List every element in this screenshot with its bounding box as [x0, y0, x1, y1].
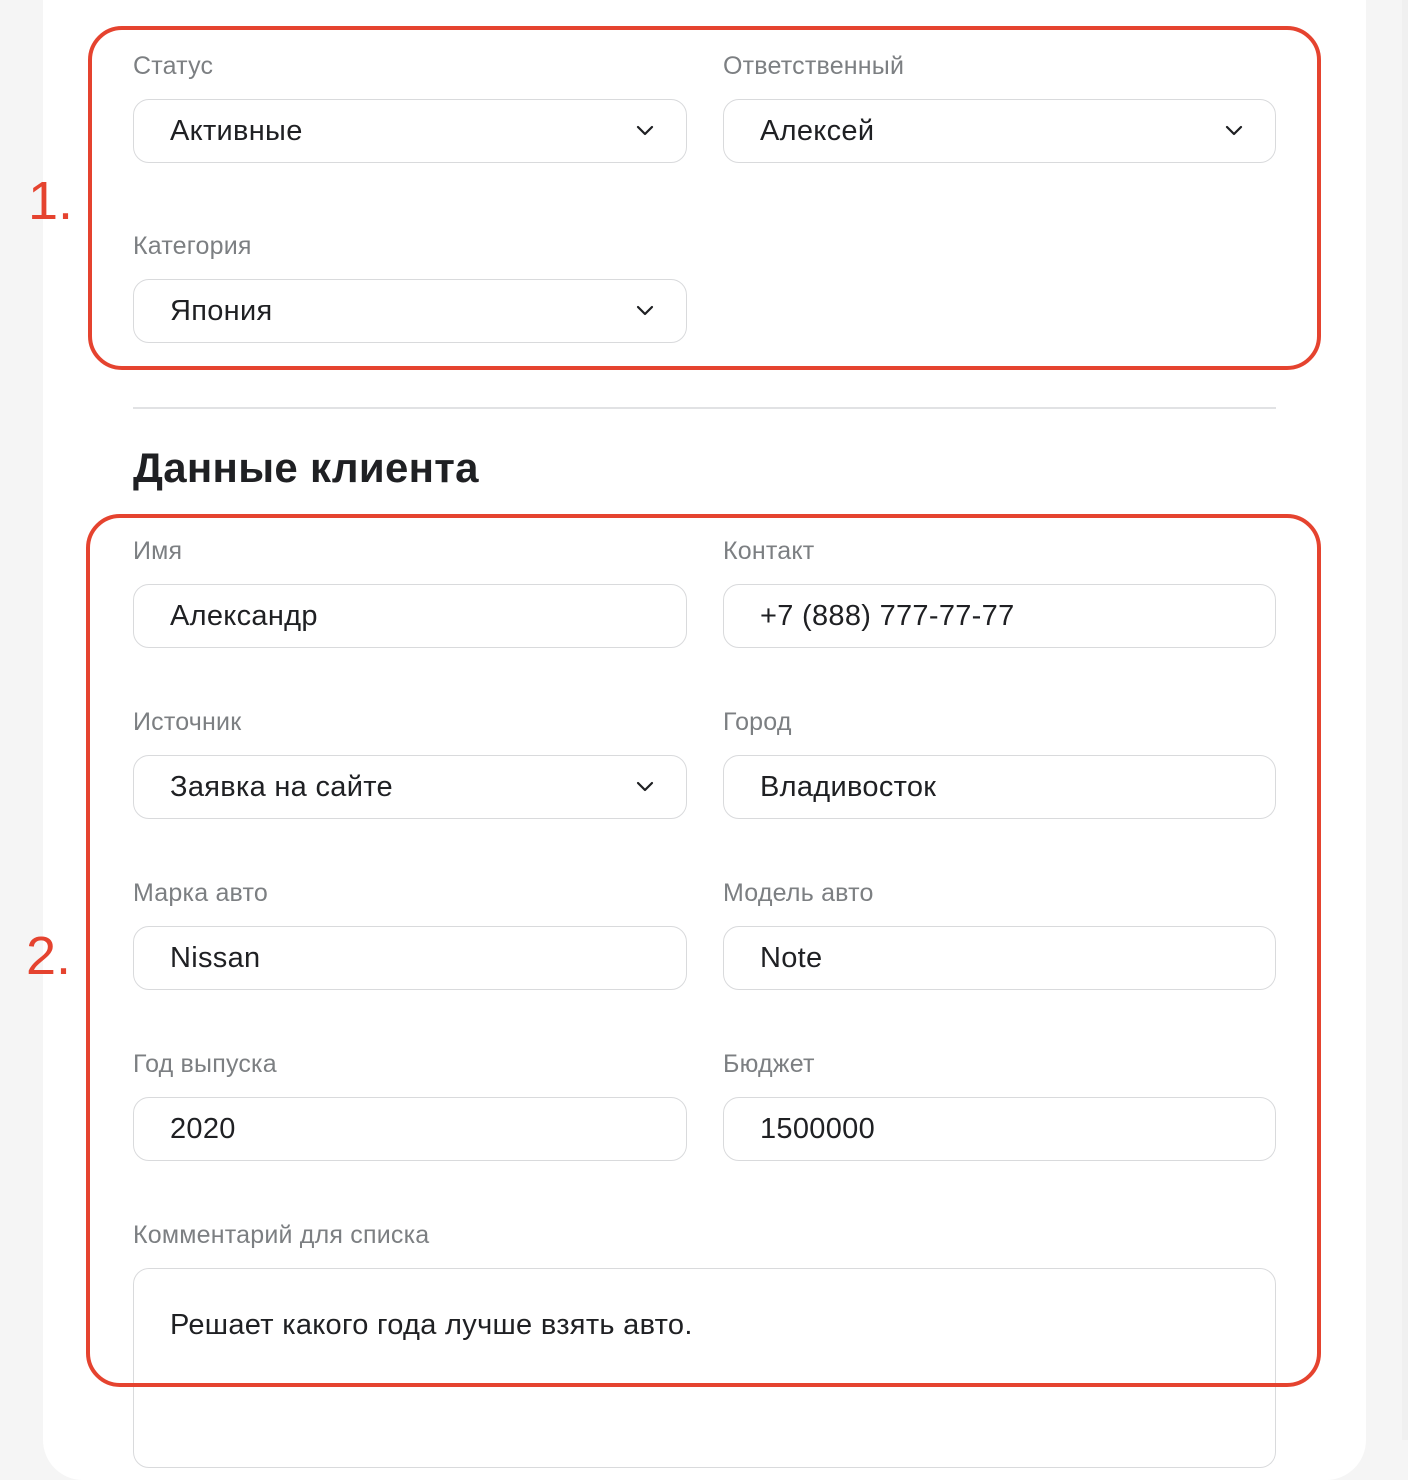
- section-divider: [133, 407, 1276, 409]
- adjacent-panel-edge: [1402, 0, 1408, 1440]
- car-model-label: Модель авто: [723, 879, 874, 907]
- year-label: Год выпуска: [133, 1050, 277, 1078]
- car-model-value: Note: [760, 941, 823, 974]
- budget-value: 1500000: [760, 1112, 875, 1145]
- category-label: Категория: [133, 232, 252, 260]
- name-value: Александр: [170, 599, 318, 632]
- annotation-marker-2: 2.: [26, 926, 72, 986]
- city-label: Город: [723, 708, 792, 736]
- annotation-box-1: [88, 26, 1321, 370]
- comment-value: Решает какого года лучше взять авто.: [170, 1309, 693, 1341]
- name-label: Имя: [133, 537, 183, 565]
- responsible-value: Алексей: [760, 114, 875, 147]
- year-value: 2020: [170, 1112, 236, 1145]
- status-value: Активные: [170, 114, 303, 147]
- status-label: Статус: [133, 52, 214, 80]
- category-value: Япония: [170, 294, 273, 327]
- car-brand-value: Nissan: [170, 941, 261, 974]
- comment-label: Комментарий для списка: [133, 1221, 430, 1249]
- annotation-box-2: [86, 514, 1321, 1387]
- contact-value: +7 (888) 777-77-77: [760, 599, 1015, 632]
- car-brand-label: Марка авто: [133, 879, 268, 907]
- contact-label: Контакт: [723, 537, 815, 565]
- annotation-marker-1: 1.: [28, 171, 74, 231]
- city-value: Владивосток: [760, 770, 937, 803]
- budget-label: Бюджет: [723, 1050, 815, 1078]
- responsible-label: Ответственный: [723, 52, 905, 80]
- source-value: Заявка на сайте: [170, 770, 393, 803]
- source-label: Источник: [133, 708, 242, 736]
- section-title: Данные клиента: [133, 444, 479, 491]
